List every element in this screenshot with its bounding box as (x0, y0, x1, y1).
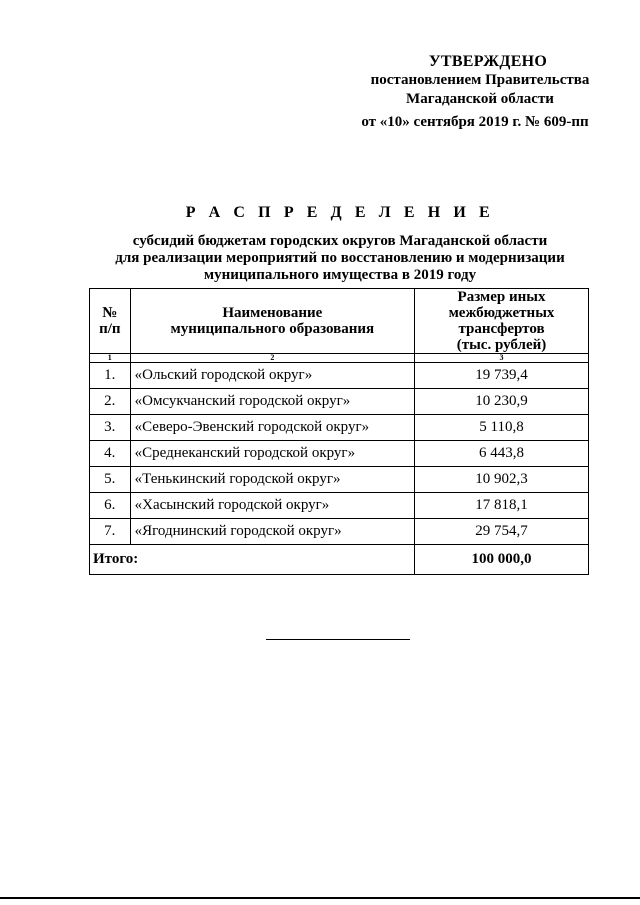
municipality-name: «Среднеканский городской округ» (130, 441, 414, 467)
table-row (90, 389, 589, 415)
municipality-name: «Ягоднинский городской округ» (130, 519, 414, 545)
header-value (415, 289, 589, 354)
column-index: 1 (90, 354, 131, 363)
subtitle-line-2: для реализации мероприятий по восстановлению и модернизации (115, 250, 565, 266)
table-row (90, 363, 589, 389)
header-number (90, 289, 131, 354)
page-bottom-rule (0, 897, 640, 899)
transfer-amount: 6 443,8 (415, 441, 589, 467)
municipality-name: «Северо-Эвенский городской округ» (130, 415, 414, 441)
table-header-row (90, 289, 589, 354)
municipality-name: «Ольский городской округ» (130, 363, 414, 389)
header-value-line-2: межбюджетных (448, 305, 555, 321)
total-value: 100 000,0 (415, 545, 589, 575)
row-number: 7. (90, 519, 131, 545)
subtitle-line-1: субсидий бюджетам городских округов Магаданской области (132, 233, 548, 249)
column-index: 2 (130, 354, 414, 363)
table-row (90, 415, 589, 441)
approval-line-2: Магаданской области (406, 91, 554, 107)
row-number: 5. (90, 467, 131, 493)
approval-block (330, 52, 630, 132)
header-value-line-3: трансфертов (458, 321, 545, 337)
header-name-line-2: муниципального образования (170, 321, 375, 337)
document-title: Р А С П Р Е Д Е Л Е Н И Е (185, 204, 495, 221)
row-number: 4. (90, 441, 131, 467)
row-number: 3. (90, 415, 131, 441)
transfer-amount: 10 902,3 (415, 467, 589, 493)
approval-stamp: УТВЕРЖДЕНО (428, 53, 548, 70)
transfer-amount: 29 754,7 (415, 519, 589, 545)
header-number-line-1: № (102, 305, 118, 321)
distribution-table (89, 288, 589, 575)
municipality-name: «Тенькинский городской округ» (130, 467, 414, 493)
row-number: 2. (90, 389, 131, 415)
table-row (90, 467, 589, 493)
table-row (90, 519, 589, 545)
column-index-row (90, 354, 589, 363)
approval-line-1: постановлением Правительства (370, 72, 590, 88)
subtitle-line-3: муниципального имущества в 2019 году (203, 267, 477, 283)
column-index: 3 (415, 354, 589, 363)
document-heading (60, 204, 620, 284)
table-row (90, 493, 589, 519)
row-number: 1. (90, 363, 131, 389)
municipality-name: «Хасынский городской округ» (130, 493, 414, 519)
header-value-line-4: (тыс. рублей) (456, 337, 547, 353)
header-value-line-1: Размер иных (457, 289, 546, 305)
row-number: 6. (90, 493, 131, 519)
header-number-line-2: п/п (99, 321, 121, 337)
municipality-name: «Омсукчанский городской округ» (130, 389, 414, 415)
transfer-amount: 19 739,4 (415, 363, 589, 389)
transfer-amount: 5 110,8 (415, 415, 589, 441)
signature-divider (266, 639, 410, 640)
total-row (90, 545, 589, 575)
header-name-line-1: Наименование (222, 305, 323, 321)
transfer-amount: 17 818,1 (415, 493, 589, 519)
approval-date: от «10» сентября 2019 г. № 609-пп (361, 114, 589, 130)
total-label: Итого: (90, 545, 415, 575)
table-row (90, 441, 589, 467)
header-name (130, 289, 414, 354)
transfer-amount: 10 230,9 (415, 389, 589, 415)
